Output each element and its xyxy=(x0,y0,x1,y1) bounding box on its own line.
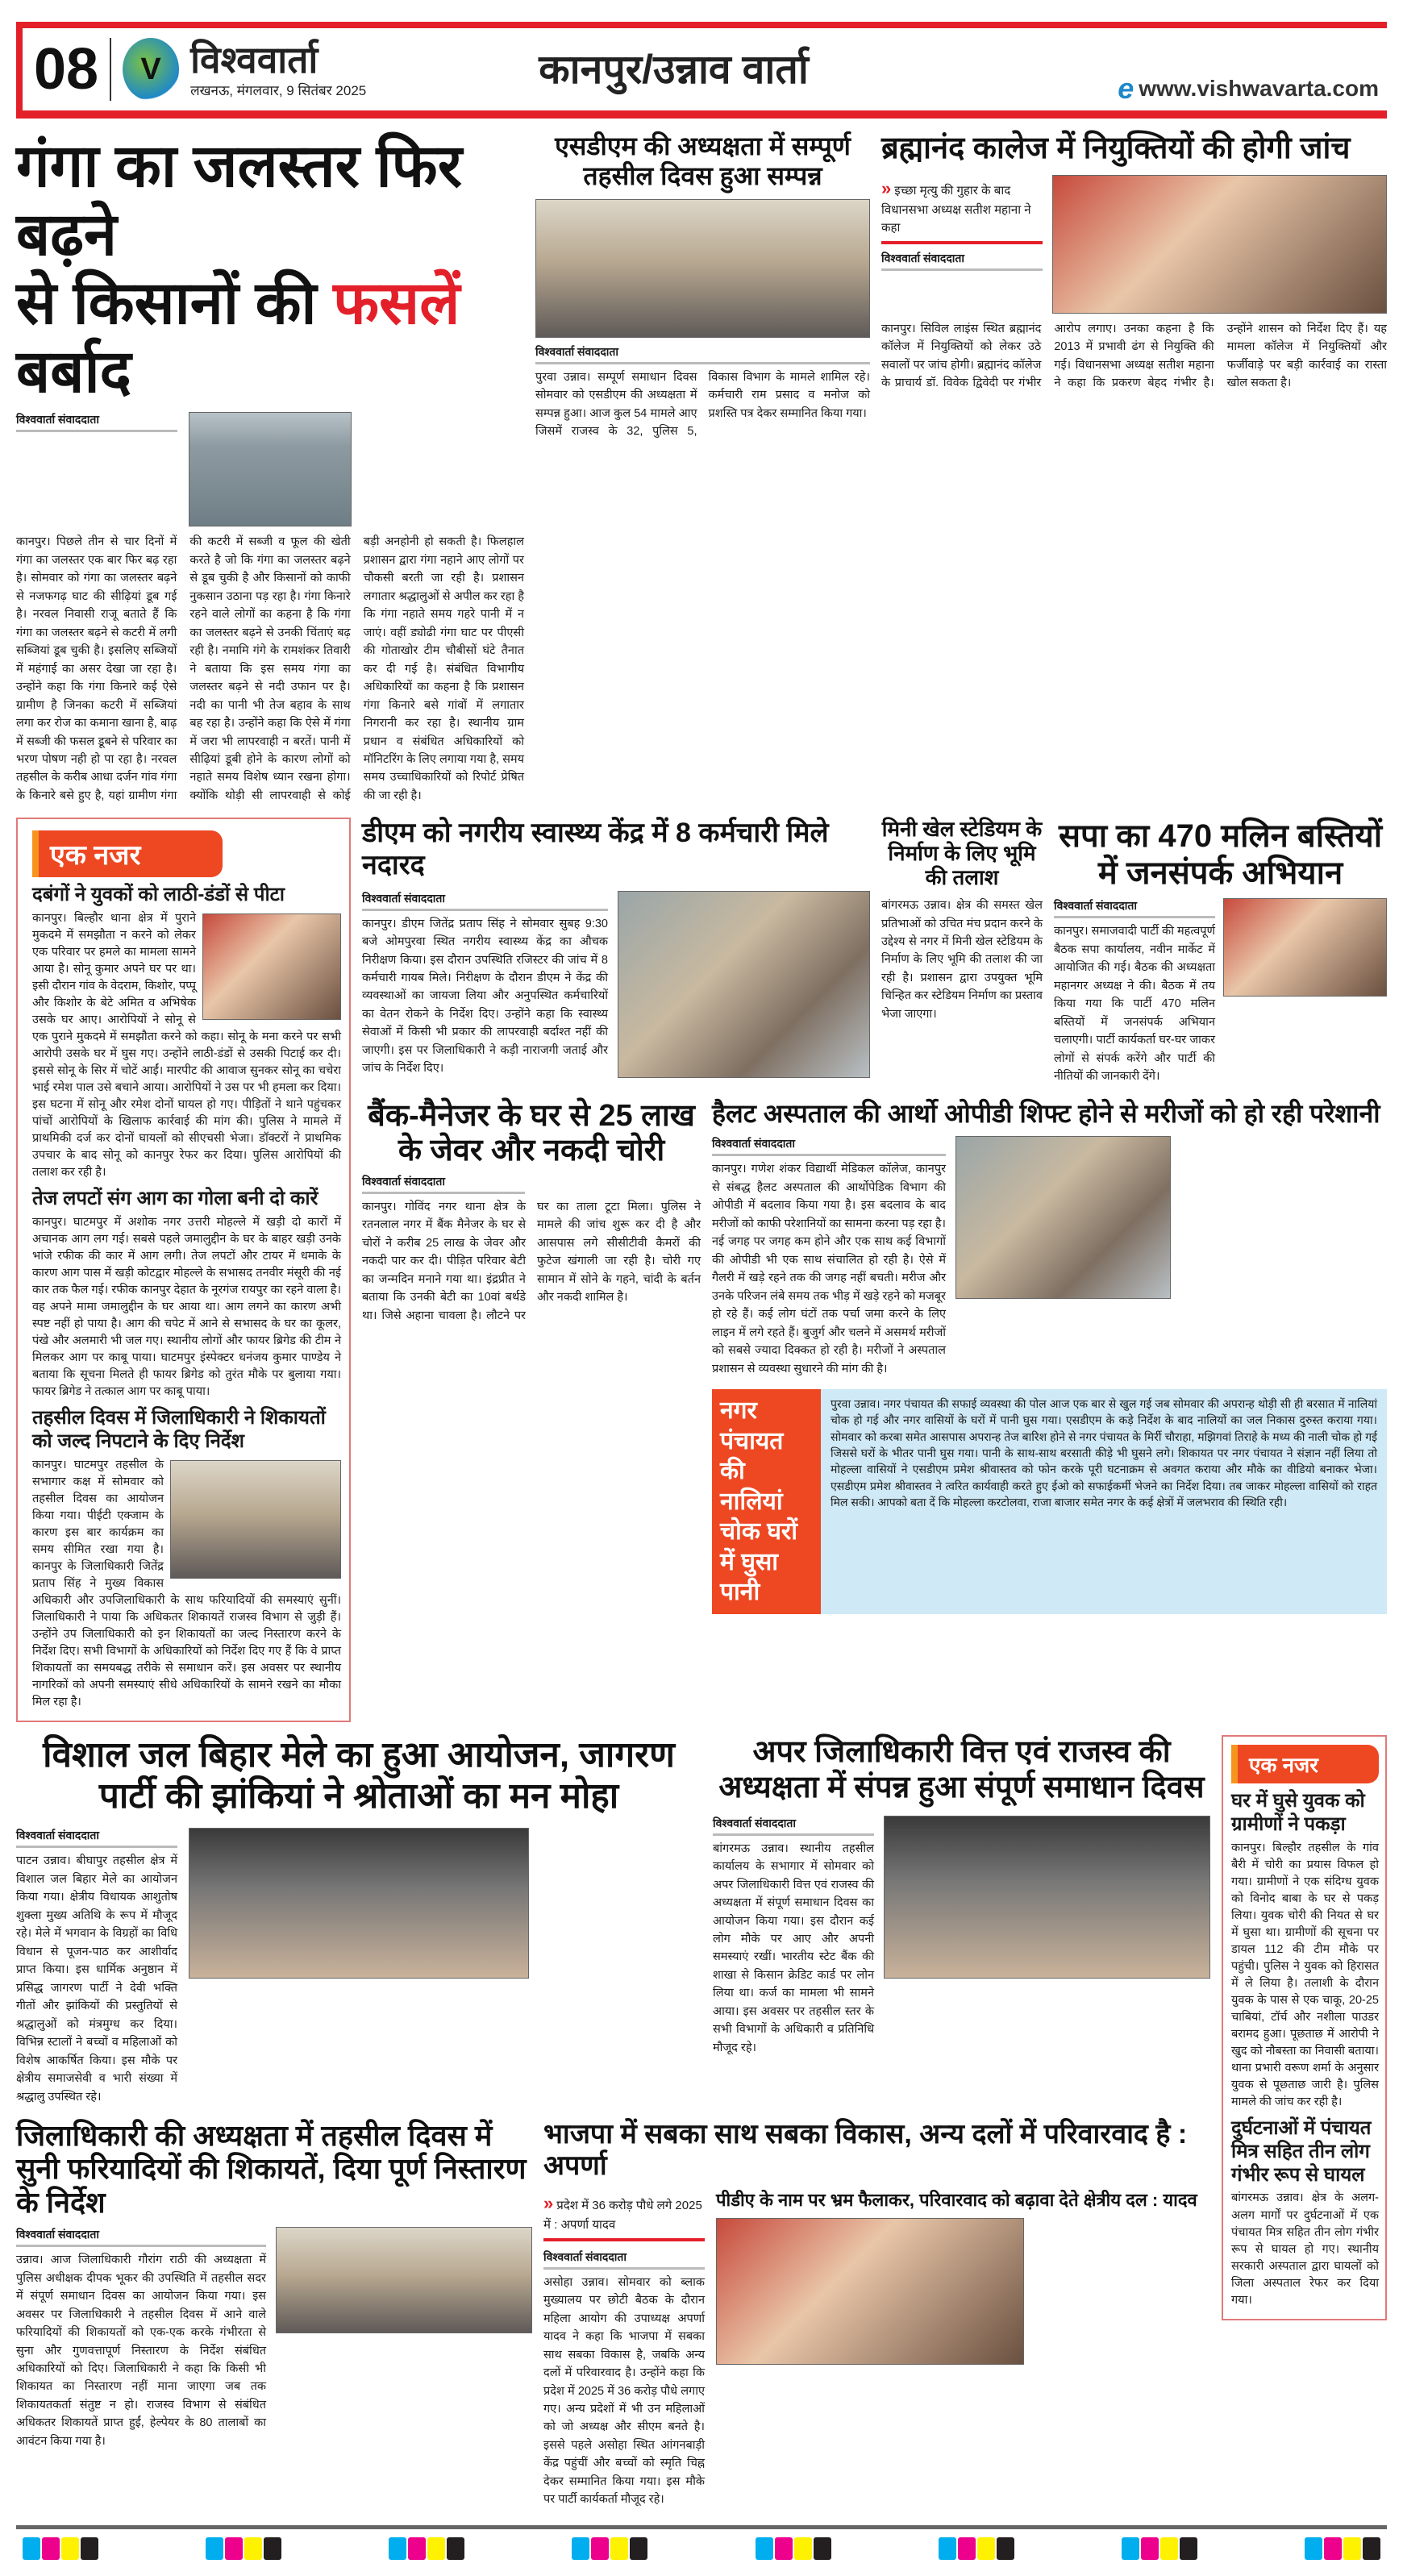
kicker xyxy=(881,175,1043,244)
byline: विश्ववार्ता संवाददाता xyxy=(16,2227,266,2247)
brief-headline: दबंगों ने युवकों को लाठी-डंडों से पीटा xyxy=(32,884,285,906)
byline: विश्ववार्ता संवाददाता xyxy=(16,412,177,432)
photo-aparna-yadav xyxy=(716,2218,1024,2365)
photo-sp-meeting xyxy=(1223,898,1387,997)
color-bar xyxy=(1305,2537,1380,2560)
photo-tehsil-sadar xyxy=(276,2227,532,2333)
row-1 xyxy=(16,131,1387,805)
article-body: बांगरमऊ उन्नाव। क्षेत्र की समस्त खेल प्रतिभाओं को उचित मंच प्रदान करने के उद्देश्य से नगर में मिनी खेल स्टेडियम के निर्माण के लिए भूमि की तलाश की जा रही है। प्रशासन द्वारा उपयुक्त भूमि चिन्हित कर स्टेडियम निर्माण का प्रस्ताव भेजा जाएगा। xyxy=(881,899,1043,1021)
article-body: कानपुर। गणेश शंकर विद्यार्थी मेडिकल कॉलेज, कानपुर से संबद्ध हैलट अस्पताल की आर्थोपेडिक विभाग की ओपीडी में बदलाव किया गया है। इस बदलाव के बाद मरीजों को काफी परेशानियों का सामना करना पड़ रहा है। नई जगह पर जगह कम होने और एक साथ कई विभागों की ओपीडी भी एक साथ संचालित हो रही है। ऐसे में गैलरी में खड़े रहने तक की जगह नहीं बचती। मरीज और उनके परिजन लंबे समय तक भीड़ में खड़े रहने को मजबूर हो रहे हैं। कई लोग घंटों तक पर्चा जमा करने के लिए लाइन में लगे रहते हैं। बुजुर्ग और चलने में असमर्थ मरीजों को सबसे ज्यादा दिक्कत हो रही है। मरीजों ने अस्पताल प्रशासन से व्यवस्था सुधारने की मांग की है। xyxy=(712,1163,946,1375)
byline: विश्ववार्ता संवाददाता xyxy=(1054,898,1215,918)
article-bank-theft xyxy=(362,1099,701,1325)
headline-line-2 xyxy=(16,268,524,406)
byline: विश्ववार्ता संवाददाता xyxy=(16,1828,177,1848)
row-2 xyxy=(16,818,1387,1722)
dateline: लखनऊ, मंगलवार, 9 सितंबर 2025 xyxy=(190,82,367,98)
website-url[interactable]: www.vishwavarta.com xyxy=(1139,76,1379,101)
kicker-text: प्रदेश में 36 करोड़ पौधे लगे 2025 में : अपर्णा यादव xyxy=(543,2199,702,2233)
headline: जिलाधिकारी की अध्यक्षता में तहसील दिवस में सुनी फरियादियों की शिकायतें, दिया पूर्ण निस्तारण के निर्देश xyxy=(16,2119,527,2219)
ek-nazar-box-left xyxy=(16,818,351,1722)
article-ganga xyxy=(16,131,524,805)
print-registration-marks xyxy=(16,2537,1387,2560)
headline: अपर जिलाधिकारी वित्त एवं राजस्व की अध्यक्षता में संपन्न हुआ संपूर्ण समाधान दिवस xyxy=(718,1735,1205,1804)
color-bar xyxy=(1122,2537,1197,2560)
brief-headline: दुर्घटनाओं में पंचायत मित्र सहित तीन लोग गंभीर रूप से घायल xyxy=(1231,2117,1372,2186)
color-bar xyxy=(939,2537,1014,2560)
article-body: पुरवा उन्नाव। सम्पूर्ण समाधान दिवस सोमवार को एसडीएम की अध्यक्षता में सम्पन्न हुआ। आज कुल 54 मामले आए जिसमें राजस्व के 32, पुलिस 5, विकास विभाग के मामले शामिल रहे। कर्मचारी राम प्रसाद व मनोज को प्रशस्ति पत्र देकर सम्मानित किया गया। xyxy=(535,370,870,438)
headline: बैंक-मैनेजर के घर से 25 लाख के जेवर और नकदी चोरी xyxy=(368,1098,695,1168)
article-body: कानपुर। डीएम जितेंद्र प्रताप सिंह ने सोमवार सुबह 9:30 बजे ओमपुरवा स्थित नगरीय स्वास्थ्य केंद्र का औचक निरीक्षण किया। इस दौरान उपस्थिति रजिस्टर की जांच में 8 कर्मचारी गायब मिले। निरीक्षण के दौरान डीएम ने केंद्र की व्यवस्थाओं का जायजा लिया और अनुपस्थित कर्मचारियों का वेतन रोकने के निर्देश दिए। उन्होंने कहा कि स्वास्थ्य सेवाओं में किसी भी प्रकार की लापरवाही बर्दाश्त नहीं की जाएगी। इस पर जिलाधिकारी ने कड़ी नाराजगी जताई और जांच के निर्देश दिए। xyxy=(362,917,608,1076)
photo-ganga-ghat xyxy=(189,412,352,526)
row-2b xyxy=(362,1099,1387,1614)
brief-body: कानपुर। घाटमपुर में अशोक नगर उत्तरी मोहल्ले में खड़ी दो कारों में अचानक आग लग गई। सबसे पहले जमालुद्दीन के घर के बाहर खड़ी उनके भांजे रफीक की कार में आग लगी। तेज लपटों और टायर में धमाके के कारण आग पास में खड़ी कोटद्वार मोहल्ले के सभासद तनवीर मंसूरी की नई कार तक फैल गई। रफीक कानपुर देहात के नूरगंज रायपुर का रहने वाला है। वह अपने मामा जमालुद्दीन के घर आया था। आग लगने का कारण अभी स्पष्ट नहीं हो पाया है। आग की चपेट में आने से सभासद के घर का कूलर, पंखे और अलमारी भी जल गए। स्थानीय लोगों और फायर ब्रिगेड की टीम ने मिलकर आग पर काबू पाया। घाटमपुर इंस्पेक्टर धनंजय कुमार पाण्डेय ने बताया कि सूचना मिलते ही फायर ब्रिगेड को तुरंत मौके पर बुलाया गया। फायर ब्रिगेड ने तत्काल आग पर काबू पाया। xyxy=(32,1216,341,1399)
article-sdm xyxy=(535,131,870,440)
article-body: कानपुर। समाजवादी पार्टी की महत्वपूर्ण बैठक सपा कार्यालय, नवीन मार्केट में आयोजित की गई। बैठक की अध्यक्षता महानगर अध्यक्ष ने की। बैठक में तय किया गया कि पार्टी 470 मलिन बस्तियों में जनसंपर्क अभियान चलाएगी। पार्टी कार्यकर्ता घर-घर जाकर लोगों से संपर्क करेंगे और पार्टी की नीतियों की जानकारी देंगे। xyxy=(1054,925,1215,1084)
browser-e-icon: e xyxy=(1118,72,1134,105)
color-bar xyxy=(23,2537,98,2560)
masthead-frame xyxy=(16,22,1387,119)
byline: विश्ववार्ता संवाददाता xyxy=(712,1136,946,1156)
logo-letter: V xyxy=(140,52,161,86)
headline: ब्रह्मानंद कालेज में नियुक्तियों की होगी जांच xyxy=(881,131,1351,165)
chevron-icon: » xyxy=(881,177,892,198)
photo-opd-crowd xyxy=(955,1136,1171,1299)
website[interactable] xyxy=(1118,72,1379,106)
article-stadium xyxy=(881,818,1043,1023)
kicker-text: इच्छा मृत्यु की गुहार के बाद विधानसभा अध्यक्ष सतीश महाना ने कहा xyxy=(881,183,1031,235)
subheadline: पीडीए के नाम पर भ्रम फैलाकर, परिवारवाद को बढ़ावा देते क्षेत्रीय दल : यादव xyxy=(716,2190,1197,2211)
brief-headline: तेज लपटों संग आग का गोला बनी दो कारें xyxy=(32,1188,318,1210)
article-jal-bihar xyxy=(16,1735,702,2106)
article-body: पाटन उन्नाव। बीघापुर तहसील क्षेत्र में विशाल जल बिहार मेले का आयोजन किया गया। क्षेत्रीय विधायक आशुतोष शुक्ला मुख्य अतिथि के रूप में मौजूद रहे। मेले में भगवान के विग्रहों का विधि विधान से पूजन-पाठ कर आशीर्वाद प्राप्त किया। इस धार्मिक अनुष्ठान में प्रसिद्ध जागरण पार्टी ने देवी भक्ति गीतों और झांकियों की प्रस्तुतियों से श्रद्धालुओं को मंत्रमुग्ध कर दिया। विभिन्न स्टालों ने बच्चों व महिलाओं को विशेष आकर्षित किया। इस मौके पर क्षेत्रीय समाजसेवी व भारी संख्या में श्रद्धालु उपस्थित रहे। xyxy=(16,1854,177,2104)
headline-part: से किसानों की xyxy=(16,269,334,337)
article-body: पुरवा उन्नाव। नगर पंचायत की सफाई व्यवस्था की पोल आज एक बार से खुल गई जब सोमवार की अपरान्ह थोड़ी सी ही बरसात में नालियां चोक हो गई और नगर वासियों के घरों में पानी घुस गया। एसडीएम के कड़े निर्देश के बाद नालियों का जल निकास दुरुस्त कराया गया। सोमवार को करबा समेत आसपास अपरान्ह तेज बारिश होने से नगर पंचायत के मिर्री चौराहा, मझिगवां तिराहे के मध्य की नाली चोक हो गई जिससे घरों के भीतर पानी घुस गया। पानी के साथ-साथ बरसाती कीड़े भी घुसने लगे। शिकायत पर नगर पंचायत ने संज्ञान नहीं लिया तो मोहल्ला वासियों ने एसडीएम प्रमेश श्रीवास्तव को फोन करके पूरी घटनाक्रम से अवगत कराया और मौके का वीडियो बनाकर भेजा। एसडीएम प्रमेश श्रीवास्तव ने त्वरित कार्यवाही करते हुए ईओ को सफाईकर्मी भेजने का निर्देश दिया। तब जाकर मोहल्ला वासियों को राहत मिल सकी। आपको बता दें कि मोहल्ला करटोलवा, राजा बाजार समेत नगर के कई क्षेत्रों में जलभराव की स्थिति रही। xyxy=(821,1389,1387,1614)
byline: विश्ववार्ता संवाददाता xyxy=(881,251,1043,271)
color-bar xyxy=(389,2537,464,2560)
left-stack xyxy=(16,1735,1210,2509)
headline: मिनी खेल स्टेडियम के निर्माण के लिए भूमि की तलाश xyxy=(881,817,1043,890)
footer-rule xyxy=(16,2525,1387,2529)
article-sp xyxy=(1054,818,1387,1085)
page-number: 08 xyxy=(34,37,99,102)
headline: विशाल जल बिहार मेले का हुआ आयोजन, जागरण पार्टी की झांकियां ने श्रोताओं का मन मोहा xyxy=(43,1735,675,1816)
headline: एसडीएम की अध्यक्षता में सम्पूर्ण तहसील दिवस हुआ सम्पन्न xyxy=(555,131,851,190)
brief-body: कानपुर। बिल्हौर थाना क्षेत्र में पुराने मुकदमे में समझौता न करने को लेकर एक परिवार पर हमले का मामला सामने आया है। सोनू कुमार अपने घर पर था। इसी दौरान गांव के वेदराम, किशोर, पप्पू और किशोर के बेटे अमित व अभिषेक उसके घर आए। आरोपियों ने सोनू से एक पुराने मुकदमे में समझौता करने को कहा। सोनू के मना करने पर सभी आरोपी उसके घर में घुस गए। उन्होंने लाठी-डंडों से उसकी पिटाई कर दी। इससे सोनू के सिर में चोटें आईं। मारपीट की आवाज सुनकर सोनू का चचेरा भाई रमेश पाल उसे बचाने आया। आरोपियों ने उस पर भी हमला कर दिया। इस घटना में सोनू और रमेश दोनों घायल हो गए। पीड़ितों ने थाने पहुंचकर पांचों आरोपियों के खिलाफ कार्रवाई की मांग की। पुलिस ने मामले में प्राथमिकी दर्ज कर दोनों घायलों को सीएचसी भेजा। डॉक्टरों ने प्राथमिक उपचार के बाद सोनू को कानपुर रेफर कर दिया। पुलिस आरोपियों की तलाश कर रही है। xyxy=(32,912,341,1180)
headline-part: बर्बाद xyxy=(16,338,131,406)
row-4 xyxy=(16,1735,1387,2509)
brief-headline: घर में घुसे युवक को ग्रामीणों ने पकड़ा xyxy=(1231,1790,1365,1836)
section-tag: एक नजर xyxy=(1231,1745,1379,1783)
headline: गंगा का जलस्तर फिर बढ़ने xyxy=(16,132,462,268)
headline-highlight: फसलें xyxy=(333,269,460,337)
photo-tehsil-diwas xyxy=(535,199,870,338)
article-body: उन्नाव। आज जिलाधिकारी गौरांग राठी की अध्यक्षता में पुलिस अधीक्षक दीपक भूकर की उपस्थिति में तहसील सदर में संपूर्ण समाधान दिवस का आयोजन किया गया। इस अवसर पर जिलाधिकारी ने तहसील दिवस में आने वाले फरियादियों की शिकायतों को एक-एक करके गंभीरता से सुना और गुणवत्तापूर्ण निस्तारण के निर्देश संबंधित अधिकारियों को दिए। जिलाधिकारी ने कहा कि किसी भी शिकायत का निस्तारण नहीं माना जाएगा जब तक शिकायतकर्ता संतुष्ट न हो। राजस्व विभाग से संबंधित अधिकतर शिकायतें प्राप्त हुईं, हेल्पेयर के 80 तालाबों का आवंटन किया गया है। xyxy=(16,2253,266,2448)
article-brahmanand xyxy=(881,131,1387,393)
newspaper-page xyxy=(16,0,1387,2576)
article-body: कानपुर। गोविंद नगर थाना क्षेत्र के रतनलाल नगर में बैंक मैनेजर के घर से चोरों ने करीब 25 लाख के जेवर और नकदी पार कर दी। पीड़ित परिवार बेटी का जन्मदिन मनाने गया था। इंद्रप्रीत ने बताया कि उनकी बेटी का 10वां बर्थडे था। जिसे अहाना चावला है। लौटने पर घर का ताला टूटा मिला। पुलिस ने मामले की जांच शुरू कर दी है और आसपास लगे सीसीटीवी कैमरों की फुटेज खंगाली जा रही है। चोरी गए सामान में सोने के गहने, चांदी के बर्तन और नकदी शामिल है। xyxy=(362,1201,701,1322)
brief-body-wrap xyxy=(32,1457,341,1711)
row-2a xyxy=(362,818,1387,1085)
article-dm-health xyxy=(362,818,870,1077)
kicker xyxy=(543,2190,705,2241)
chevron-icon: » xyxy=(543,2193,554,2214)
photo-college xyxy=(1052,175,1387,314)
photo-dm-inspection xyxy=(618,891,870,1078)
brief-body: कानपुर। घाटमपुर तहसील के सभागार कक्ष में सोमवार को तहसील दिवस का आयोजन किया गया। पीईटी एक्जाम के कारण इस बार कार्यक्रम का समय सीमित रखा गया है। कानपुर के जिलाधिकारी जितेंद्र प्रताप सिंह ने मुख्य विकास अधिकारी और उपजिलाधिकारी के साथ फरियादियों की समस्याएं सुनीं। जिलाधिकारी ने पाया कि अधिकतर शिकायतें राजस्व विभाग से जुड़ी हैं। उन्होंने उप जिलाधिकारी को इन शिकायतों का जल्द निस्तारण करने के निर्देश दिए। सभी विभागों के अधिकारियों को निर्देश दिए गए हैं कि वे प्राप्त शिकायतों का समयबद्ध तरीके से समाधान करें। इस अवसर पर स्थानीय नागरिकों को अपनी समस्याएं सीधे अधिकारियों के सामने रखने का मौका मिल रहा है। xyxy=(32,1459,341,1709)
article-body: कानपुर। सिविल लाइंस स्थित ब्रह्मानंद कॉलेज में नियुक्तियों को लेकर उठे सवालों पर जांच होगी। ब्रह्मानंद कॉलेज के प्राचार्य डॉ. विवेक द्विवेदी पर गंभीर आरोप लगाए। उनका कहना है कि 2013 में प्रभावी ढंग से नियुक्ति की गई। विधानसभा अध्यक्ष सतीश महाना ने कहा कि प्रकरण बेहद गंभीर है। उन्होंने शासन को निर्देश दिए हैं। यह मामला कॉलेज में नियुक्तियों और फर्जीवाड़े पर बड़ी कार्रवाई का रास्ता खोल सकता है। xyxy=(881,322,1387,390)
section-title: कानपुर/उन्नाव वार्ता xyxy=(539,46,809,92)
row-5 xyxy=(16,2119,1210,2509)
row-4a xyxy=(16,1735,1210,2106)
color-bar xyxy=(572,2537,647,2560)
byline: विश्ववार्ता संवाददाता xyxy=(543,2249,705,2270)
photo-jal-bihar-stage xyxy=(189,1828,529,1979)
brief-body-wrap xyxy=(32,910,341,1181)
logo-globe-icon xyxy=(123,38,179,101)
ek-nazar-box-right xyxy=(1222,1735,1387,2320)
color-bar xyxy=(756,2537,831,2560)
brief-body: कानपुर। बिल्हौर तहसील के गांव बैरी में चोरी का प्रयास विफल हो गया। ग्रामीणों ने एक संदिग्ध युवक को विनोद बाबा के घर से पकड़ लिया। युवक चोरी की नियत से घर में घुसा था। ग्रामीणों की सूचना पर डायल 112 की टीम मौके पर पहुंची। पुलिस ने युवक को हिरासत में ले लिया है। तलाशी के दौरान युवक के पास से एक चाकू, 20-25 चाबियां, टॉर्च और नशीला पाउडर बरामद हुआ। पूछताछ में आरोपी ने खुद को नौबस्ता का निवासी बताया। थाना प्रभारी वरूण शर्मा के अनुसार युवक से पूछताछ जारी है। पुलिस मामले की जांच कर रही है। xyxy=(1231,1841,1379,2109)
color-bar xyxy=(206,2537,281,2560)
photo-samadhan-diwas xyxy=(884,1816,1210,1979)
article-body: बांगरमऊ उन्नाव। स्थानीय तहसील कार्यालय के सभागार में सोमवार को अपर जिलाधिकारी वित्त एवं राजस्व की अध्यक्षता में संपूर्ण समाधान दिवस का आयोजन किया गया। इस दौरान कई लोग मौके पर आए और अपनी समस्याएं रखीं। भारतीय स्टेट बैंक की शाखा से किसान क्रेडिट कार्ड पर लोन लिया था। कर्ज का मामला भी सामने आया। इस अवसर पर तहसील स्तर के सभी विभागों के अधिकारी व प्रतिनिधि मौजूद रहे। xyxy=(713,1841,874,2054)
article-jiladhikari xyxy=(16,2119,532,2450)
byline: विश्ववार्ता संवाददाता xyxy=(713,1816,874,1836)
article-hallet-hospital xyxy=(712,1099,1387,1614)
article-nagar-panchayat xyxy=(712,1389,1387,1614)
brief-body: बांगरमऊ उन्नाव। क्षेत्र के अलग-अलग मार्गों पर दुर्घटनाओं में एक पंचायत मित्र सहित तीन लोग गंभीर रूप से घायल हो गए। स्थानीय सरकारी अस्पताल द्वारा घायलों को जिला अस्पताल रेफर कर दिया गया। xyxy=(1231,2191,1379,2307)
headline: डीएम को नगरीय स्वास्थ्य केंद्र में 8 कर्मचारी मिले नदारद xyxy=(362,818,829,880)
section-tag: एक नजर xyxy=(32,830,223,877)
photo-tehsil-meeting xyxy=(170,1460,341,1579)
headline: हैलट अस्पताल की आर्थो ओपीडी शिफ्ट होने से मरीजों को हो रही परेशानी xyxy=(712,1098,1380,1128)
article-bhajpa xyxy=(543,2119,1210,2509)
article-body: असोहा उन्नाव। सोमवार को ब्लाक मुख्यालय पर छोटी बैठक के दौरान महिला आयोग की उपाध्यक्ष अपर्णा यादव ने कहा कि भाजपा में सबका साथ सबका विकास है, जबकि अन्य दलों में परिवारवाद है। उन्होंने कहा कि प्रदेश में 2025 में 36 करोड़ पौधे लगाए गए। अन्य प्रदेशों में भी उन महिलाओं को जो अध्यक्ष और सीएम बनते है। इससे पहले असोहा स्थित आंगनबाड़ी केंद्र पहुंचीं और बच्चों को स्मृति चिह्न देकर सम्मानित किया गया। इस मौके पर पार्टी कार्यकर्ता मौजूद रहे। xyxy=(543,2275,705,2507)
photo-injured xyxy=(202,913,341,1020)
divider xyxy=(110,38,111,101)
masthead-block xyxy=(190,40,366,99)
story-tag: नगर पंचायत की नालियां चोक घरों में घुसा पानी xyxy=(712,1389,821,1614)
headline: सपा का 470 मलिन बस्तियों में जनसंपर्क अभियान xyxy=(1058,818,1383,892)
article-apar-jiladhikari xyxy=(713,1735,1210,2057)
right-stack xyxy=(362,818,1387,1613)
article-body: कानपुर। पिछले तीन से चार दिनों में गंगा का जलस्तर एक बार फिर बढ़ रहा है। सोमवार को गंगा का जलस्तर बढ़ने से नजफगढ़ घाट की सीढ़ियां डूब गई है। नरवल निवासी राजू बताते हैं कि गंगा का जलस्तर बढ़ने से कटरी में लगी सब्जियां डूब चुकी है। इसलिए सब्जियों में महंगाई का असर देखा जा रहा है। उन्होंने कहा कि गंगा किनारे कई ऐसे ग्रामीण है जिनका कटरी में सब्जियां लगा कर रोज का कमाना खाना है, बाढ़ में सब्जी की फसल डूबने से परिवार का भरण पोषण नही हो पा रहा है। नरवल तहसील के करीब आधा दर्जन गांव गंगा के किनारे बसे हुए है, यहां ग्रामीण गंगा की कटरी में सब्जी व फूल की खेती करते है जो कि गंगा का जलस्तर बढ़ने से डूब चुकी है और किसानों को काफी नुकसान उठाना पड़ रहा है। गंगा किनारे रहने वाले लोगों का कहना है कि गंगा का जलस्तर बढ़ने से उनकी चिंताएं बढ़ रही है। नमामि गंगे के रामशंकर तिवारी ने बताया कि इस समय गंगा का जलस्तर बढ़ने से नदी उफान पर है। नदी का पानी भी तेज बहाव के साथ बह रहा है। उन्होंने कहा कि ऐसे में गंगा में जरा भी लापरवाही न बरतें। पानी में सीढ़ियां डूबी होने के कारण लोगों को नहाते समय विशेष ध्यान रखना होगा। क्योंकि थोड़ी सी लापरवाही से कोई बड़ी अनहोनी हो सकती है। फिलहाल प्रशासन द्वारा गंगा नहाने आए लोगों पर चौकसी बरती जा रही है। प्रशासन लगातार श्रद्धालुओं से अपील कर रहा है कि गंगा नहाते समय गहरे पानी में न जाएं। वहीं ड्योढी गंगा घाट पर पीएसी की गोताखोर टीम चौबीसों घंटे तैनात कर दी गई है। संबंधित विभागीय अधिकारियों का कहना है कि प्रशासन गंगा किनारे बसे गांवों में लगातार निगरानी कर रहा है। स्थानीय ग्राम प्रधान व संबंधित अधिकारियों को मॉनिटरिंग के लिए लगाया गया है, समय समय उच्चाधिकारियों को रिपोर्ट प्रेषित की जा रही है। xyxy=(16,535,524,802)
byline: विश्ववार्ता संवाददाता xyxy=(362,1174,525,1194)
headline: भाजपा में सबका साथ सबका विकास, अन्य दलों में परिवारवाद है : अपर्णा xyxy=(543,2119,1188,2182)
newspaper-title: विश्ववार्ता xyxy=(190,39,318,81)
byline: विश्ववार्ता संवाददाता xyxy=(362,891,608,911)
brief-headline: तहसील दिवस में जिलाधिकारी ने शिकायतों को जल्द निपटाने के दिए निर्देश xyxy=(32,1407,326,1453)
byline: विश्ववार्ता संवाददाता xyxy=(535,344,870,364)
